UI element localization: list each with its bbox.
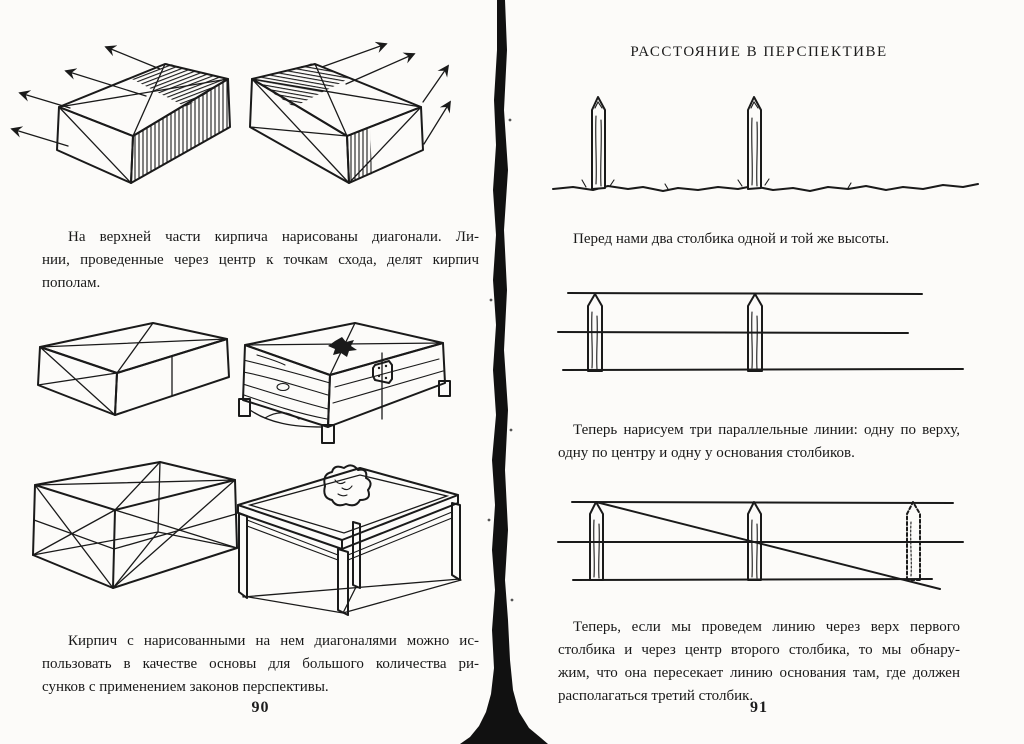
text-line: столбика и через центр второго столбика, то мы обнару-: [558, 642, 960, 658]
page-number-left: 90: [251, 699, 270, 716]
figure-three-lines: [550, 278, 980, 388]
page-number-right: 91: [750, 699, 768, 716]
text-line: одну по центру и одну у основания столбиков.: [558, 445, 855, 461]
paragraph-brick-diagonals: [42, 226, 479, 295]
paragraph-brick-basis: [42, 630, 479, 699]
construction-box-transparent: [33, 462, 237, 588]
figure-third-post: [550, 488, 980, 603]
text-line: пополам.: [42, 275, 101, 291]
table: [238, 465, 461, 615]
top-line: [568, 293, 922, 294]
caption-three-lines: [558, 419, 960, 465]
base-line: [573, 579, 932, 580]
text-line: Перед нами два столбика одной и той же высоты.: [573, 231, 890, 247]
brick-right: [250, 44, 450, 183]
text-line: Теперь нарисуем три параллельные линии: одну по верху,: [573, 422, 960, 438]
text-line: Кирпич с нарисованными на нем диагоналями можно ис-: [68, 633, 479, 649]
construction-box: [38, 323, 229, 415]
caption-third-post: [558, 616, 960, 708]
brick-left: [12, 47, 230, 183]
diagonal-line: [596, 502, 940, 589]
text-line: располагаться третий столбик.: [558, 688, 754, 704]
text-line: сунков с применением законов перспективы.: [42, 679, 329, 695]
text-line: жим, что она пересекает линию основания там, где должен: [558, 665, 960, 681]
post: [748, 97, 761, 189]
text-line: пользовать в качестве основы для большого количества ри-: [42, 656, 479, 672]
text-line: нии, проведенные через центр к точкам схода, делят кирпич: [42, 252, 479, 268]
base-line: [563, 369, 963, 370]
text-line: Теперь, если мы проведем линию через верх первого: [573, 619, 960, 635]
wooden-chest: [239, 323, 450, 443]
post: [592, 97, 605, 189]
text-line: На верхней части кирпича нарисованы диагонали. Ли-: [68, 229, 479, 245]
figure-two-posts: [548, 88, 988, 213]
caption-two-posts: [558, 228, 960, 251]
top-line: [572, 502, 953, 503]
figure-box-and-chest: [25, 315, 465, 460]
center-line: [558, 332, 908, 333]
page-title: РАССТОЯНИЕ В ПЕРСПЕКТИВЕ: [630, 44, 888, 60]
figure-box-and-table: [20, 460, 465, 618]
figure-bricks-with-arrows: [10, 10, 490, 215]
